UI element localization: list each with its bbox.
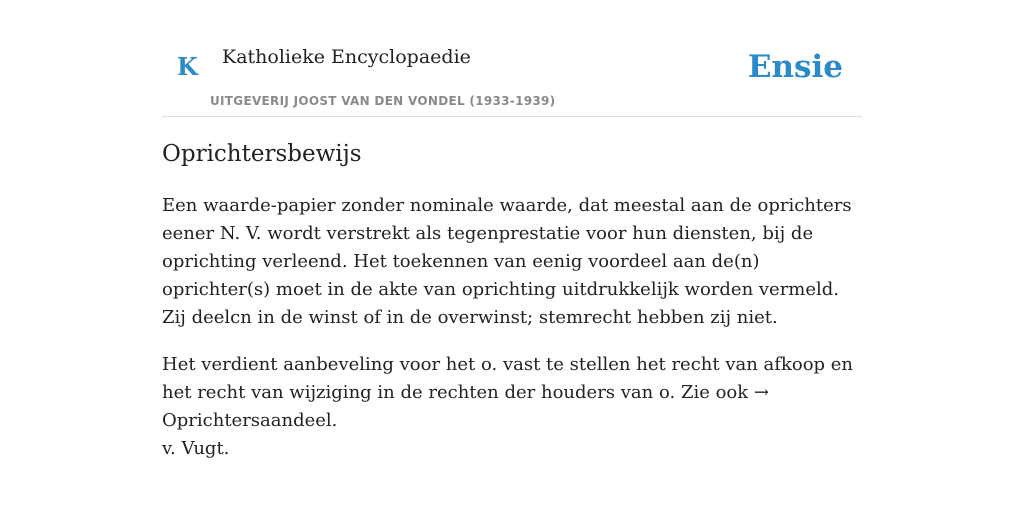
header	[162, 0, 862, 117]
publication-title[interactable]: Katholieke Encyclopaedie	[222, 46, 471, 68]
entry-body	[162, 192, 862, 482]
ensie-brand-link[interactable]: Ensie	[747, 49, 843, 85]
logo-k-icon[interactable]: K	[177, 52, 198, 81]
paragraph-text: Het verdient aanbeveling voor het o. vast te stellen het recht van afkoop en het recht van wijziging in de rechten der houders van o. Zie ook → Oprichtersaandeel.	[162, 354, 854, 431]
author-signature: v. Vugt.	[162, 438, 230, 459]
paragraph	[162, 351, 862, 463]
entry-title: Oprichtersbewijs	[162, 141, 362, 167]
page	[162, 0, 862, 459]
paragraph: Een waarde-papier zonder nominale waarde, dat meestal aan de oprichters eener N. V. wordt verstrekt als tegenprestatie voor hun diensten, bij de oprichting verleend. Het toekennen van eenig voordeel aan de(n) oprichter(s) moet in de akte van oprichting uitdrukkelijk worden vermeld. Zij deelcn in de winst of in de overwinst; stemrecht hebben zij niet.	[162, 195, 852, 328]
publisher-subtitle: UITGEVERIJ JOOST VAN DEN VONDEL (1933-1939)	[210, 94, 556, 108]
